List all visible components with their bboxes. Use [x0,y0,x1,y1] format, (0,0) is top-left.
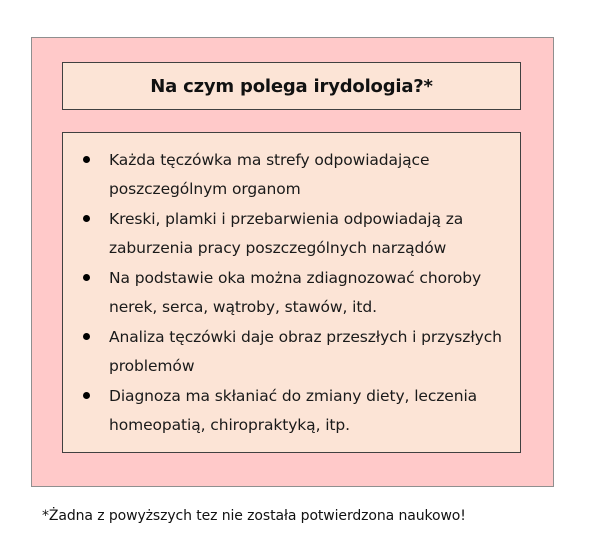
list-item [63,146,520,204]
bullet-list [63,133,520,440]
list-item-text: Na podstawie oka można zdiagnozować choroby nerek, serca, wątroby, stawów, itd. [109,269,482,316]
list-item-text: Analiza tęczówki daje obraz przeszłych i przyszłych problemów [109,328,502,375]
list-item [63,323,520,381]
footnote: *Żadna z powyższych tez nie została potwierdzona naukowo! [42,508,466,524]
bullet-icon [83,274,90,281]
bullet-icon [83,333,90,340]
pink-frame [31,37,554,487]
list-item-text: Diagnoza ma skłaniać do zmiany diety, leczenia homeopatią, chiropraktyką, itp. [109,387,478,434]
bullet-list-box [62,132,521,453]
list-item [63,264,520,322]
list-item [63,205,520,263]
title-box [62,62,521,110]
bullet-icon [83,215,90,222]
list-item [63,382,520,440]
list-item-text: Kreski, plamki i przebarwienia odpowiadają za zaburzenia pracy poszczególnych narządów [109,210,464,257]
page-title: Na czym polega irydologia?* [150,75,433,97]
list-item-text: Każda tęczówka ma strefy odpowiadające poszczególnym organom [109,151,430,198]
bullet-icon [83,156,90,163]
bullet-icon [83,392,90,399]
